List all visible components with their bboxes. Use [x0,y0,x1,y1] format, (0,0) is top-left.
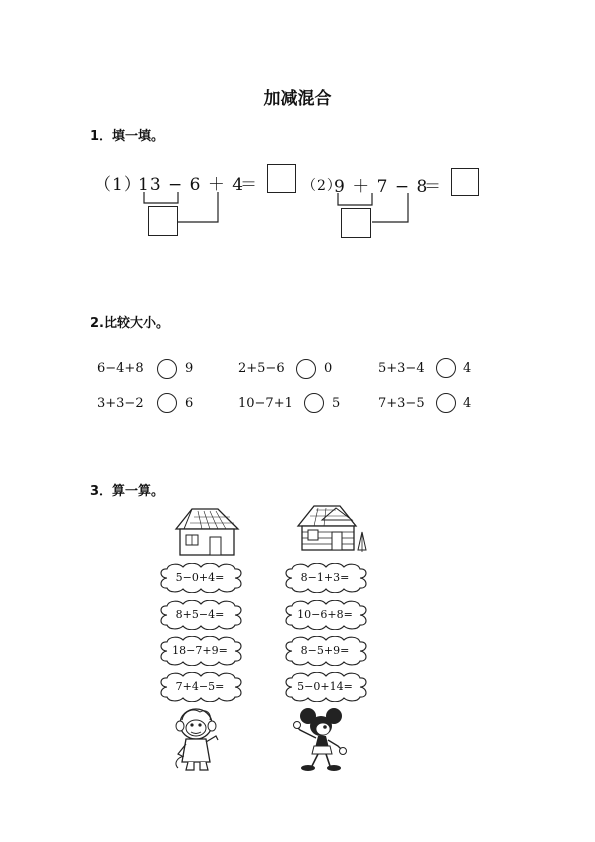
cloud-expression: 8−5+9= [300,644,350,657]
section2-heading: 2.比较大小。 [90,316,169,331]
compare-expression: 2+5−6 [238,361,285,376]
cloud-problem [282,563,368,593]
cloud-expression: 10−6+8= [297,608,353,621]
p2-equals: ＝ [424,177,442,197]
compare-circle[interactable] [157,393,177,413]
cloud-expression: 18−7+9= [172,644,228,657]
p2-intermediate-box[interactable] [341,208,371,238]
cloud-expression: 5−0+14= [297,680,353,693]
compare-value: 6 [185,396,194,411]
cabin-illustration [296,502,368,554]
cloud-problem [282,672,368,702]
p1-intermediate-box[interactable] [148,206,178,236]
p1-bracket-lines [130,190,230,240]
p2-answer-box[interactable] [451,168,479,196]
cloud-expression: 7+4−5= [175,680,225,693]
page-title: 加减混合 [263,89,332,109]
cloud-expression: 5−0+4= [175,571,225,584]
cloud-problem [282,600,368,630]
monkey-illustration [170,706,224,772]
compare-expression: 10−7+1 [238,396,293,411]
cloud-expression: 8+5−4= [175,608,225,621]
compare-value: 9 [185,361,194,376]
p1-expression: 13 − 6 ＋ 4 [138,175,245,195]
cloud-problem [157,563,243,593]
cloud-problem [157,600,243,630]
mouse-illustration [292,706,352,772]
compare-circle[interactable] [157,359,177,379]
cloud-problem [157,636,243,666]
house-illustration [172,505,242,557]
compare-circle[interactable] [436,358,456,378]
p1-label: （1） [94,175,142,195]
compare-expression: 7+3−5 [378,396,425,411]
compare-circle[interactable] [304,393,324,413]
compare-value: 4 [463,396,472,411]
cloud-problem [282,636,368,666]
section1-heading: 1．填一填。 [90,129,165,144]
compare-value: 5 [332,396,341,411]
compare-expression: 5+3−4 [378,361,425,376]
p1-answer-box[interactable] [267,164,296,193]
cloud-problem [157,672,243,702]
p2-label: （2） [302,178,342,194]
compare-value: 0 [324,361,333,376]
compare-circle[interactable] [296,359,316,379]
p2-expression: 9 ＋ 7 − 8 [334,177,429,197]
section3-heading: 3．算一算。 [90,484,165,499]
cloud-expression: 8−1+3= [300,571,350,584]
compare-circle[interactable] [436,393,456,413]
compare-expression: 6−4+8 [97,361,144,376]
p1-equals: ＝ [240,175,258,195]
compare-value: 4 [463,361,472,376]
compare-expression: 3+3−2 [97,396,144,411]
